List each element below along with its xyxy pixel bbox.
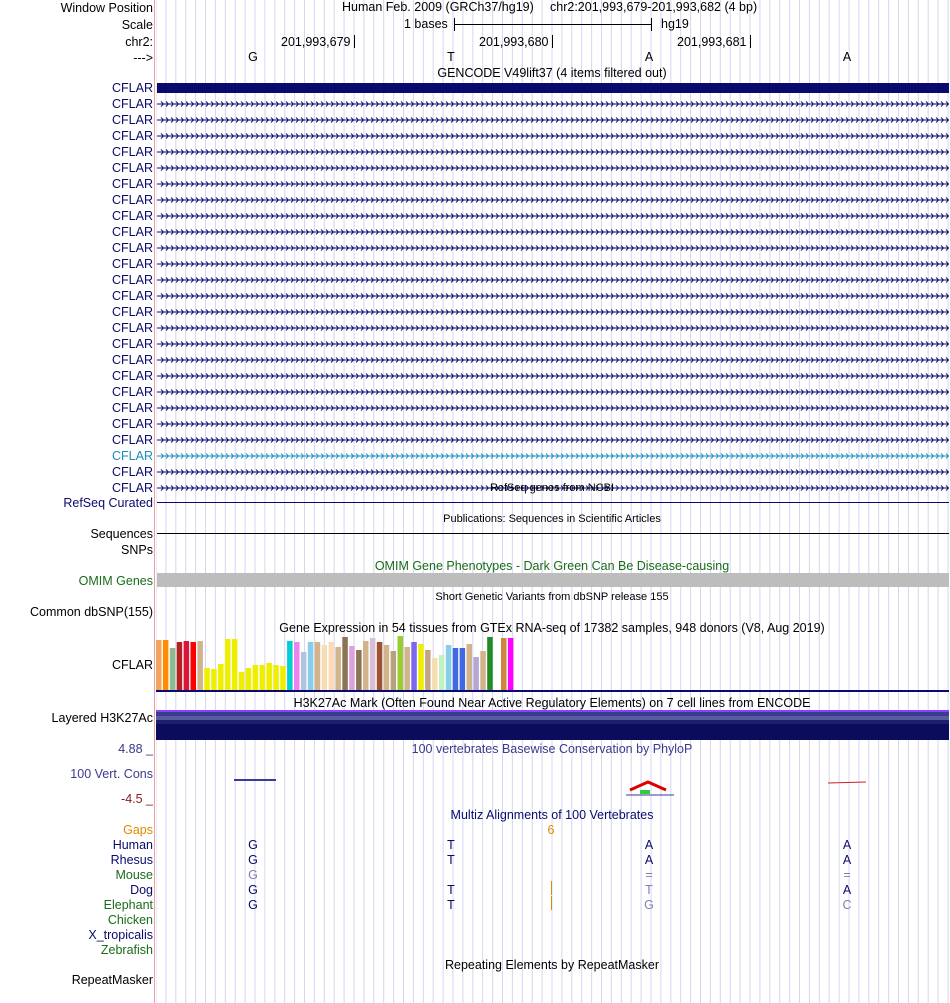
- coord-3: 201,993,681: [677, 35, 747, 49]
- gtex-label[interactable]: CFLAR: [112, 658, 153, 672]
- multiz-base: T: [447, 838, 455, 852]
- omim-title: OMIM Gene Phenotypes - Dark Green Can Be Disease-causing: [374, 559, 730, 573]
- gtex-tissue-bar: [266, 663, 272, 690]
- scale-text: 1 bases: [404, 17, 448, 31]
- gtex-tissue-bar: [487, 637, 493, 690]
- phylop-plot[interactable]: [156, 770, 949, 800]
- gencode-gene-label[interactable]: CFLAR: [112, 81, 153, 95]
- phylop-title: 100 vertebrates Basewise Conservation by PhyloP: [411, 742, 693, 756]
- gencode-transcript[interactable]: [157, 402, 949, 414]
- gencode-gene-label[interactable]: CFLAR: [112, 145, 153, 159]
- omim-label[interactable]: OMIM Genes: [78, 574, 153, 588]
- label-separator: [154, 0, 155, 1003]
- assembly-text: Human Feb. 2009 (GRCh37/hg19): [342, 0, 534, 14]
- h3k27ac-title: H3K27Ac Mark (Often Found Near Active Regulatory Elements) on 7 cell lines from ENCODE: [293, 696, 811, 710]
- gtex-tissue-bar: [411, 642, 417, 690]
- multiz-base: A: [842, 838, 852, 852]
- gencode-exon-block: [157, 83, 949, 93]
- gtex-baseline: [156, 690, 949, 692]
- phylop-mark-3: [640, 790, 650, 794]
- gtex-tissue-bar: [453, 648, 459, 690]
- gencode-transcript[interactable]: [157, 450, 949, 462]
- multiz-species-label[interactable]: Chicken: [107, 913, 153, 927]
- gencode-transcript[interactable]: [157, 370, 949, 382]
- gencode-transcript[interactable]: [157, 386, 949, 398]
- gencode-gene-label[interactable]: CFLAR: [112, 353, 153, 367]
- gtex-tissue-bar: [218, 664, 224, 690]
- gtex-tissue-bar: [473, 657, 479, 690]
- gencode-transcript[interactable]: [157, 162, 949, 174]
- gencode-transcript[interactable]: [157, 226, 949, 238]
- refseq-title: RefSeq genes from NCBI: [489, 482, 615, 494]
- multiz-base: T: [447, 883, 455, 897]
- gtex-tissue-bar: [260, 665, 266, 690]
- pubs-line[interactable]: [157, 533, 949, 534]
- db-text: hg19: [661, 17, 689, 31]
- gtex-tissue-bar: [480, 651, 486, 690]
- gencode-gene-label[interactable]: CFLAR: [112, 97, 153, 111]
- scale-bar: [454, 24, 651, 25]
- base-3: A: [644, 50, 654, 64]
- coord-1: 201,993,679: [281, 35, 351, 49]
- gencode-transcript[interactable]: [157, 130, 949, 142]
- gencode-gene-label[interactable]: CFLAR: [112, 113, 153, 127]
- scale-bar-right-tick: [651, 18, 652, 31]
- gtex-tissue-bar: [170, 648, 176, 690]
- gencode-gene-label[interactable]: CFLAR: [112, 177, 153, 191]
- gtex-tissue-bar: [363, 641, 369, 690]
- gtex-tissue-bar: [391, 651, 397, 690]
- multiz-species-label[interactable]: Zebrafish: [100, 943, 153, 957]
- gencode-transcript[interactable]: [157, 466, 949, 478]
- multiz-base: A: [842, 853, 852, 867]
- gencode-transcript[interactable]: [157, 274, 949, 286]
- h3k27ac-signal[interactable]: [156, 710, 949, 740]
- scale-bar-left-tick: [454, 18, 455, 31]
- phylop-max: 4.88 _: [118, 742, 153, 756]
- chrom-label: chr2:: [125, 35, 153, 49]
- dog-gap-marker: [551, 881, 552, 895]
- gtex-tissue-bar: [315, 642, 321, 690]
- multiz-base: A: [644, 838, 654, 852]
- phylop-mark-5: [828, 782, 866, 783]
- gtex-tissue-bar: [301, 652, 307, 690]
- strand-label: --->: [133, 51, 153, 65]
- gtex-tissue-bar: [398, 636, 404, 690]
- gencode-transcript[interactable]: [157, 306, 949, 318]
- gtex-tissue-bar: [287, 641, 293, 690]
- multiz-base: G: [248, 898, 258, 912]
- base-1: G: [248, 50, 258, 64]
- phylop-min: -4.5 _: [121, 792, 153, 806]
- multiz-base: G: [248, 868, 258, 882]
- gencode-gene-label[interactable]: CFLAR: [112, 161, 153, 175]
- refseq-line[interactable]: [157, 502, 949, 503]
- gtex-tissue-bar: [404, 647, 410, 690]
- gencode-gene-label[interactable]: CFLAR: [112, 321, 153, 335]
- scale-label: Scale: [121, 18, 153, 32]
- refseq-label[interactable]: RefSeq Curated: [63, 496, 153, 510]
- multiz-species-label[interactable]: X_tropicalis: [88, 928, 153, 942]
- base-4: A: [842, 50, 852, 64]
- gencode-gene-label[interactable]: CFLAR: [112, 369, 153, 383]
- gtex-title: Gene Expression in 54 tissues from GTEx RNA-seq of 17382 samples, 948 donors (V8, Aug 2019): [279, 621, 825, 635]
- multiz-species-label[interactable]: Elephant: [103, 898, 153, 912]
- h3k27ac-label[interactable]: Layered H3K27Ac: [51, 711, 153, 725]
- gtex-tissue-bar: [253, 665, 259, 690]
- gtex-tissue-bar: [308, 642, 314, 690]
- gencode-gene-label[interactable]: CFLAR: [112, 337, 153, 351]
- gtex-tissue-bar: [204, 668, 210, 690]
- position-text[interactable]: chr2:201,993,679-201,993,682 (4 bp): [550, 0, 758, 14]
- window-position-label: Window Position: [60, 1, 153, 15]
- gencode-gene-label[interactable]: CFLAR: [112, 401, 153, 415]
- gtex-tissue-bar: [211, 669, 217, 690]
- gencode-transcript[interactable]: [157, 178, 949, 190]
- gtex-tissue-bar: [322, 645, 328, 690]
- gtex-tissue-bar: [225, 639, 231, 690]
- gtex-tissue-bar: [239, 672, 245, 690]
- multiz-base: G: [248, 838, 258, 852]
- coord-2-tick: [552, 35, 553, 48]
- gencode-transcript[interactable]: [157, 146, 949, 158]
- gtex-tissue-bar: [246, 668, 252, 690]
- multiz-species-label[interactable]: Human: [112, 838, 153, 852]
- multiz-species-label[interactable]: Mouse: [115, 868, 153, 882]
- gencode-transcript[interactable]: [157, 354, 949, 366]
- multiz-base: G: [644, 898, 654, 912]
- gencode-gene-label[interactable]: CFLAR: [112, 465, 153, 479]
- gtex-tissue-bar: [370, 638, 376, 690]
- elephant-gap-marker: [551, 896, 552, 910]
- multiz-base: G: [248, 883, 258, 897]
- gencode-gene-label[interactable]: CFLAR: [112, 481, 153, 495]
- multiz-title: Multiz Alignments of 100 Vertebrates: [450, 808, 654, 822]
- multiz-base: =: [843, 868, 851, 882]
- gtex-barchart[interactable]: [156, 636, 556, 691]
- snps-label[interactable]: SNPs: [121, 543, 153, 557]
- gtex-tissue-bar: [425, 650, 431, 690]
- gtex-tissue-bar: [197, 641, 203, 690]
- pubs-title: Publications: Sequences in Scientific Articles: [443, 513, 661, 525]
- gencode-gene-label[interactable]: CFLAR: [112, 385, 153, 399]
- multiz-base: =: [645, 868, 653, 882]
- gencode-gene-label[interactable]: CFLAR: [112, 257, 153, 271]
- coord-2: 201,993,680: [479, 35, 549, 49]
- dbsnp-label[interactable]: Common dbSNP(155): [30, 605, 153, 619]
- gtex-tissue-bar: [356, 650, 362, 690]
- gtex-tissue-bar: [329, 642, 335, 690]
- gtex-tissue-bar: [377, 642, 383, 690]
- gencode-transcript[interactable]: [157, 290, 949, 302]
- omim-bar[interactable]: [157, 573, 949, 587]
- gencode-transcript[interactable]: [157, 258, 949, 270]
- gencode-transcript[interactable]: [157, 210, 949, 222]
- gtex-tissue-bar: [273, 665, 279, 690]
- gencode-title: GENCODE V49lift37 (4 items filtered out): [437, 66, 667, 80]
- gap-count: 6: [547, 823, 555, 837]
- repeatmasker-title: Repeating Elements by RepeatMasker: [444, 958, 660, 972]
- gtex-tissue-bar: [163, 640, 169, 690]
- repeatmasker-label[interactable]: RepeatMasker: [71, 973, 153, 987]
- gtex-tissue-bar: [432, 658, 438, 690]
- gencode-gene-label[interactable]: CFLAR: [112, 241, 153, 255]
- gtex-tissue-bar: [384, 645, 390, 690]
- multiz-base: G: [248, 853, 258, 867]
- gtex-tissue-bar: [508, 638, 514, 690]
- base-2: T: [447, 50, 455, 64]
- gencode-gene-label[interactable]: CFLAR: [112, 417, 153, 431]
- gtex-tissue-bar: [232, 639, 238, 690]
- multiz-base: T: [645, 883, 653, 897]
- gtex-tissue-bar: [349, 646, 355, 690]
- gencode-transcript[interactable]: [157, 418, 949, 430]
- gencode-transcript[interactable]: [157, 242, 949, 254]
- gencode-gene-label[interactable]: CFLAR: [112, 449, 153, 463]
- gencode-gene-label[interactable]: CFLAR: [112, 129, 153, 143]
- gtex-tissue-bar: [156, 640, 162, 690]
- gtex-tissue-bar: [177, 642, 183, 690]
- pubs-label[interactable]: Sequences: [90, 527, 153, 541]
- gtex-tissue-bar: [335, 647, 341, 690]
- gtex-tissue-bar: [184, 641, 190, 690]
- gencode-gene-label[interactable]: CFLAR: [112, 273, 153, 287]
- gencode-transcript[interactable]: [157, 114, 949, 126]
- gtex-tissue-bar: [460, 648, 466, 690]
- gencode-gene-label[interactable]: CFLAR: [112, 289, 153, 303]
- multiz-species-label[interactable]: Dog: [130, 883, 153, 897]
- gencode-gene-label[interactable]: CFLAR: [112, 305, 153, 319]
- multiz-base: T: [447, 853, 455, 867]
- gencode-transcript[interactable]: [157, 322, 949, 334]
- dbsnp-title: Short Genetic Variants from dbSNP release 155: [435, 591, 669, 603]
- gencode-transcript[interactable]: [157, 98, 949, 110]
- multiz-base: C: [842, 898, 852, 912]
- multiz-species-label[interactable]: Rhesus: [110, 853, 153, 867]
- coord-3-tick: [750, 35, 751, 48]
- gtex-tissue-bar: [418, 644, 424, 690]
- gencode-gene-label[interactable]: CFLAR: [112, 433, 153, 447]
- gtex-tissue-bar: [446, 645, 452, 690]
- gencode-gene-label[interactable]: CFLAR: [112, 209, 153, 223]
- multiz-base: A: [644, 853, 654, 867]
- coord-1-tick: [354, 35, 355, 48]
- phylop-label[interactable]: 100 Vert. Cons: [70, 767, 153, 781]
- gencode-transcript[interactable]: [157, 194, 949, 206]
- gencode-transcript[interactable]: [157, 434, 949, 446]
- gencode-gene-label[interactable]: CFLAR: [112, 193, 153, 207]
- gtex-tissue-bar: [280, 666, 286, 690]
- phylop-mark-2: [630, 782, 666, 790]
- gaps-label[interactable]: Gaps: [123, 823, 153, 837]
- gencode-transcript[interactable]: [157, 338, 949, 350]
- multiz-base: A: [842, 883, 852, 897]
- gtex-tissue-bar: [294, 642, 300, 690]
- gencode-gene-label[interactable]: CFLAR: [112, 225, 153, 239]
- multiz-base: T: [447, 898, 455, 912]
- gtex-tissue-bar: [342, 637, 348, 690]
- gtex-tissue-bar: [191, 642, 197, 690]
- gtex-tissue-bar: [467, 644, 473, 690]
- gtex-tissue-bar: [501, 638, 507, 690]
- gencode-transcript[interactable]: [157, 82, 949, 94]
- gtex-tissue-bar: [439, 655, 445, 690]
